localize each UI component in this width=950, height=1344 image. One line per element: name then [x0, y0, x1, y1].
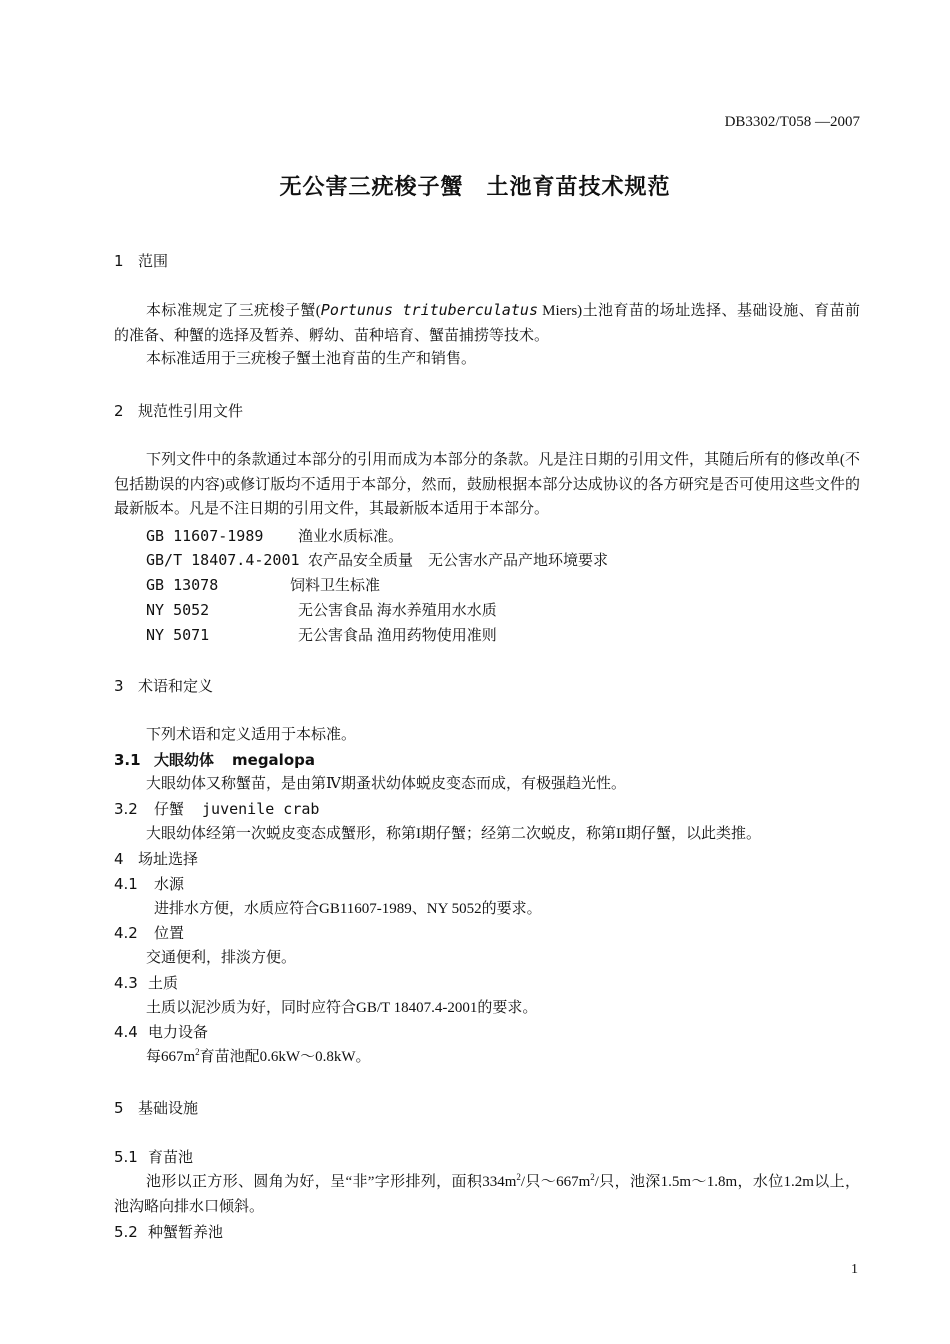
reference-item [146, 525, 403, 546]
subsection-3-1-paragraph: 大眼幼体又称蟹苗，是由第Ⅳ期蚤状幼体蜕皮变态而成，有极强趋光性。 [146, 776, 626, 792]
reference-code: GB 11607-1989 [146, 527, 264, 545]
subsection-number: 4.4 [114, 1023, 138, 1041]
subsection-5-1-heading [114, 1146, 193, 1167]
subsection-english-term: juvenile crab [202, 800, 320, 818]
subsection-number: 5.1 [114, 1148, 138, 1166]
subsection-3-2-heading [114, 798, 319, 819]
subsection-4-4-heading [114, 1021, 208, 1042]
reference-name: 无公害食品 渔用药物使用准则 [298, 628, 497, 644]
section-3-heading [114, 675, 213, 696]
reference-item [146, 599, 497, 620]
reference-name: 渔业水质标准。 [298, 529, 404, 545]
section-title: 基础设施 [138, 1099, 199, 1117]
reference-code: GB 13078 [146, 576, 219, 594]
section-number: 3 [114, 677, 124, 695]
reference-name: 饲料卫生标准 [290, 578, 381, 594]
subsection-3-1-heading [114, 749, 315, 770]
section-5-heading [114, 1097, 198, 1118]
section-1-paragraph-2: 本标准适用于三疣梭子蟹土池育苗的生产和销售。 [146, 351, 477, 367]
section-title: 范围 [138, 252, 169, 270]
reference-code: NY 5071 [146, 626, 210, 644]
section-number: 4 [114, 850, 124, 868]
reference-code: NY 5052 [146, 601, 210, 619]
section-3-paragraph-1: 下列术语和定义适用于本标准。 [146, 727, 357, 743]
section-2-heading [114, 400, 243, 421]
subsection-title: 仔蟹 [154, 800, 185, 818]
section-title: 规范性引用文件 [138, 402, 244, 420]
reference-name: 农产品安全质量 无公害水产品产地环境要求 [308, 553, 609, 569]
subsection-3-2-paragraph: 大眼幼体经第一次蜕皮变态成蟹形，称第I期仔蟹；经第二次蜕皮，称第II期仔蟹，以此类推。 [146, 826, 761, 842]
section-title: 场址选择 [138, 850, 199, 868]
section-number: 1 [114, 252, 124, 270]
subsection-4-2-heading [114, 922, 184, 943]
section-number: 5 [114, 1099, 124, 1117]
document-title: 无公害三疣梭子蟹 土池育苗技术规范 [279, 175, 671, 200]
section-title: 术语和定义 [138, 677, 214, 695]
reference-item [146, 549, 608, 570]
subsection-4-1-paragraph: 进排水方便，水质应符合GB11607-1989、NY 5052的要求。 [154, 901, 542, 917]
reference-item [146, 574, 380, 595]
section-4-heading [114, 848, 198, 869]
subsection-title: 种蟹暂养池 [148, 1223, 224, 1241]
subsection-title: 水源 [154, 875, 185, 893]
subsection-number: 4.1 [114, 875, 138, 893]
page-number: 1 [851, 1262, 858, 1277]
subsection-title: 大眼幼体 [154, 751, 215, 769]
subsection-5-2-heading [114, 1221, 223, 1242]
subsection-title: 电力设备 [148, 1023, 209, 1041]
subsection-number: 4.3 [114, 974, 138, 992]
section-2-paragraph-1: 下列文件中的条款通过本部分的引用而成为本部分的条款。凡是注日期的引用文件，其随后所有的修改单(不包括勘误的内容)或修订版均不适用于本部分，然而，鼓励根据本部分达成协议的各方研究是否可使用这些文件的最新版本。凡是不注日期的引用文件，其最新版本适用于本部分。 [114, 452, 860, 517]
subsection-number: 4.2 [114, 924, 138, 942]
subsection-5-1-paragraph: 池形以正方形、圆角为好，呈“非”字形排列，面积$334m^2/$只$\sim 667m^2/$只，池深1.5m～1.8m，水位1.2m以上，池沟略向排水口倾斜。 [114, 1172, 860, 1215]
subsection-title: 位置 [154, 924, 185, 942]
subsection-4-3-heading [114, 972, 178, 993]
section-1-heading [114, 250, 168, 271]
subsection-number: 3.1 [114, 751, 141, 769]
section-1-paragraph-1: 本标准规定了三疣梭子蟹(Portunus trituberculatus Miers)土池育苗的场址选择、基础设施、育苗前的准备、种蟹的选择及暂养、孵幼、苗种培育、蟹苗捕捞等技术。 [114, 301, 861, 344]
subsection-title: 育苗池 [148, 1148, 194, 1166]
subsection-title: 土质 [148, 974, 179, 992]
subsection-4-2-paragraph: 交通便利，排淡方便。 [146, 950, 297, 966]
section-number: 2 [114, 402, 124, 420]
subsection-4-1-heading [114, 873, 184, 894]
reference-name: 无公害食品 海水养殖用水水质 [298, 603, 497, 619]
latin-species-name: Portunus trituberculatus [320, 301, 538, 319]
subsection-number: 5.2 [114, 1223, 138, 1241]
document-number: DB3302/T058 —2007 [724, 114, 860, 130]
subsection-english-term: megalopa [232, 751, 315, 769]
subsection-4-4-paragraph: 每$667m^2$育苗池配0.6kW～0.8kW。 [146, 1047, 371, 1065]
reference-item [146, 624, 497, 645]
subsection-4-3-paragraph: 土质以泥沙质为好，同时应符合GB/T 18407.4-2001的要求。 [146, 1000, 538, 1016]
subsection-number: 3.2 [114, 800, 138, 818]
reference-code: GB/T 18407.4-2001 [146, 551, 300, 569]
